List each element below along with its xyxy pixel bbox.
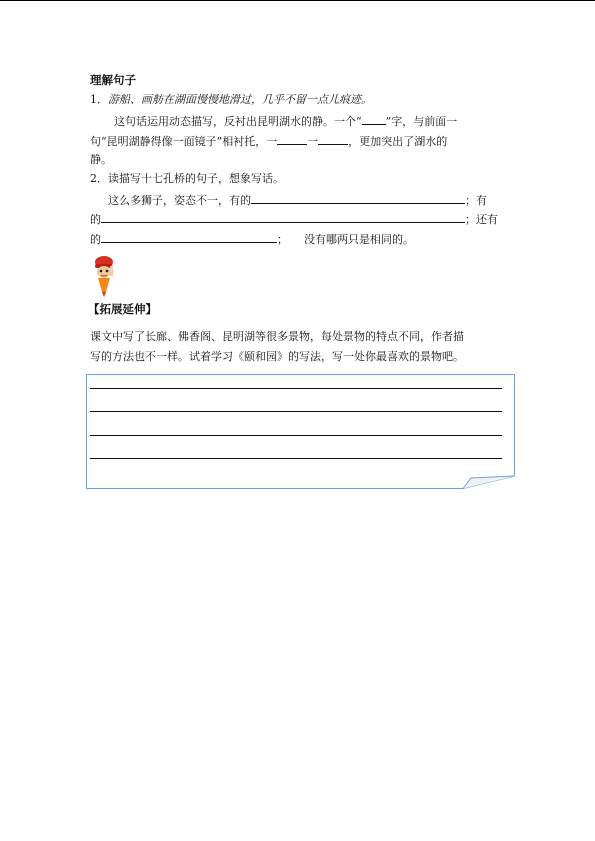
q2-line2-a: 的 [90, 213, 101, 226]
q2-write-line2 [90, 211, 498, 227]
q1-blank-1[interactable] [277, 133, 307, 145]
q2-line2-b: ；还有 [465, 213, 498, 226]
section-title-understand: 理解句子 [90, 73, 136, 87]
writing-box[interactable] [86, 374, 515, 488]
q2-write-line3 [90, 231, 414, 247]
writing-line-1[interactable] [90, 388, 502, 389]
q1-blank-word[interactable] [362, 113, 386, 125]
writing-line-3[interactable] [90, 435, 502, 436]
pencil-mascot-icon [90, 252, 120, 298]
extend-para-line2: 写的方法也不一样。试着学习《颐和园》的写法，写一处你最喜欢的景物吧。 [90, 350, 464, 363]
q1-text-c: 句“昆明湖静得像一面镜子”相衬托，一 [90, 135, 278, 148]
writing-line-2[interactable] [90, 411, 502, 412]
q2-line3-b: ； [277, 233, 288, 246]
q2-line1-b: ；有 [465, 194, 487, 207]
writing-line-4[interactable] [90, 458, 502, 459]
q1-sentence: 游船、画舫在湖面慢慢地滑过，几乎不留一点儿痕迹。 [108, 93, 372, 106]
q1-blank-2[interactable] [318, 133, 348, 145]
q2-line3-a: 的 [90, 233, 101, 246]
q1-text-a: 这句话运用动态描写，反衬出昆明湖水的静。一个“ [114, 115, 362, 128]
q1-text-d: 一 [307, 135, 319, 148]
q2-write-line1 [108, 192, 487, 208]
writing-box-frame [86, 374, 516, 489]
q1-text-e: ，更加突出了湖水的 [348, 135, 448, 148]
q2-prompt: 读描写十七孔桥的句子，想象写话。 [108, 172, 284, 185]
q1-line [90, 93, 372, 107]
q1-text-line1 [114, 113, 457, 129]
extend-para-line1: 课文中写了长廊、佛香阁、昆明湖等很多景物，每处景物的特点不同，作者描 [90, 330, 464, 343]
q1-text-line3: 静。 [90, 153, 112, 166]
q2-line3-c: 没有哪两只是相同的。 [304, 233, 414, 246]
q1-text-line2 [90, 133, 447, 149]
q2-blank-2[interactable] [101, 211, 465, 223]
q2-blank-3[interactable] [101, 231, 277, 243]
q2-line1-a: 这么多狮子，姿态不一，有的 [108, 194, 251, 207]
q2-blank-1[interactable] [251, 192, 465, 204]
top-rule [0, 0, 595, 1]
q1-text-b: ”字，与前面一 [385, 115, 458, 128]
q2-line [90, 172, 284, 186]
q2-number: 2． [90, 172, 108, 185]
section-title-extend: 【拓展延伸】 [88, 302, 157, 316]
q1-number: 1． [90, 93, 108, 106]
